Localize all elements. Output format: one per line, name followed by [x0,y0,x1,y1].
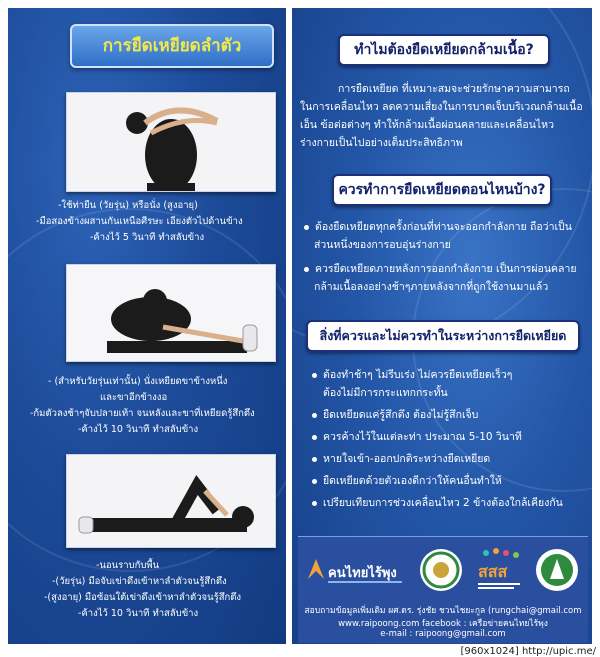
footer-line-email: e-mail : raipoong@gmail.com [380,629,506,639]
university-seal-icon [418,547,464,593]
para-line: ร่างกายเป็นไปอย่างเต็มประสิทธิภาพ [300,137,463,149]
bullet-text: ต้องยืดเหยียดทุกครั้งก่อนที่ท่านจะออกกำลังกาย ถือว่าเป็น [315,221,572,233]
caption-3-line: -(สูงอายุ) มือซ้อนใต้เข่าดึงเข้าหาลำตัวจนรู้สึกตึง [44,592,242,603]
footer-line-web: www.raipoong.com facebook : เครือข่ายคนไทยไร้พุง [338,619,548,629]
bullet-item [304,260,577,277]
bullet-item [312,472,502,489]
footer-line-contact: สอบถามข้อมูลเพิ่มเติม ผศ.ดร. รุ่งชัย ชวนไชยะกูล (rungchai@gmail.com [304,606,582,616]
bullet-item [312,406,478,423]
para-line: ในการเคลื่อนไหว ลดความเสี่ยงในการบาดเจ็บบริเวณกล้ามเนื้อ [300,101,583,113]
bullet-text: เปรียบเทียบการช่วงเคลื่อนไหว 2 ข้างต้องใกล้เคียงกัน [323,497,563,509]
footer-contact [298,536,588,643]
caption-2-line: -ก้มตัวลงช้าๆจับปลายเท้า จนหลังและขาที่เหยียดรู้สึกตึง [30,408,255,419]
bullet-dot [312,479,317,484]
bullet-dot [312,373,317,378]
caption-1-line: -มือสองข้างผสานกันเหนือศีรษะ เอียงตัวไปด้านข้าง [36,216,243,227]
caption-2-line: - (สำหรับวัยรุ่นเท่านั้น) นั่งเหยียดขาข้างหนึ่ง [48,376,228,387]
photo-side-stretch [66,92,276,192]
bullet-continuation: กล้ามเนื้อลงอย่างช้าๆภายหลังจากที่ถูกใช้งานมาแล้ว [314,281,549,293]
bullet-text: ยืดเหยียดแค่รู้สึกตึง ต้องไม่รู้สึกเจ็บ [323,409,479,421]
bullet-text: ยืดเหยียดด้วยตัวเองดีกว่าให้คนอื่นทำให้ [323,475,502,487]
bullet-dot [312,435,317,440]
caption-2-line: -ค้างไว้ 10 วินาที ทำสลับข้าง [78,424,199,435]
caption-3-line: -ค้างไว้ 10 วินาที ทำสลับข้าง [78,608,199,619]
caption-3-line: -(วัยรุ่น) มือจับเข่าดึงเข้าหาลำตัวจนรู้สึกตึง [52,576,227,587]
heading-why-stretch: ทำไมต้องยืดเหยียดกล้ามเนื้อ? [338,34,550,66]
bullet-item [312,366,512,383]
para-line: เอ็น ข้อต่อต่างๆ ทำให้กล้ามเนื้อผ่อนคลายและเคลื่อนไหว [300,119,554,131]
bullet-item [312,428,522,445]
caption-3-line: -นอนราบกับพื้น [96,560,160,571]
logo-thaihealth [474,547,524,593]
bullet-text: หายใจเข้า-ออกปกติระหว่างยืดเหยียด [323,453,491,465]
bullet-item [312,494,563,511]
bullet-dot [304,267,309,272]
bullet-dot [312,457,317,462]
logo-khon-thai-rai-pung [304,553,408,599]
bullet-item [304,218,572,235]
para-line: การยืดเหยียด ที่เหมาะสมจะช่วยรักษาความสามารถ [338,83,570,95]
caption-2-line: และขาอีกข้างงอ [100,392,168,403]
svg-text:สสส: สสส [478,562,508,581]
left-panel [8,8,286,644]
left-title: การยืดเหยียดลำตัว [70,24,274,68]
photo-lying-stretch [66,454,276,548]
svg-text:คนไทยไร้พุง: คนไทยไร้พุง [328,566,397,581]
bullet-continuation: ต้องไม่มีการกระแทกกระทั้น [323,387,448,399]
bullet-item [312,450,490,467]
heading-dos-donts: สิ่งที่ควรและไม่ควรทำในระหว่างการยืดเหยียด [306,320,580,352]
bullet-text: ควรยืดเหยียดภายหลังการออกกำลังกาย เป็นการผ่อนคลาย [315,263,577,275]
bullet-text: ควรค้างไว้ในแต่ละท่า ประมาณ 5-10 วินาที [323,431,522,443]
bullet-dot [312,413,317,418]
photo-seated-stretch [66,264,276,362]
bullet-dot [312,501,317,506]
heading-when-stretch: ควรทำการยืดเหยียดตอนไหนบ้าง? [332,174,552,206]
bullet-text: ต้องทำช้าๆ ไม่รีบเร่ง ไม่ควรยืดเหยียดเร็วๆ [323,369,513,381]
bullet-continuation: ส่วนหนึ่งของการอบอุ่นร่างกาย [314,239,451,251]
caption-1-line: -ค้างไว้ 5 วินาที ทำสลับข้าง [90,232,205,243]
caption-1-line: -ใช้ท่ายืน (วัยรุ่น) หรือนั่ง (สูงอายุ) [58,200,198,211]
bullet-dot [304,225,309,230]
bangkok-seal-icon [534,547,580,593]
image-size-watermark: [960x1024] http://upic.me/ [460,646,596,657]
right-panel [292,8,592,644]
